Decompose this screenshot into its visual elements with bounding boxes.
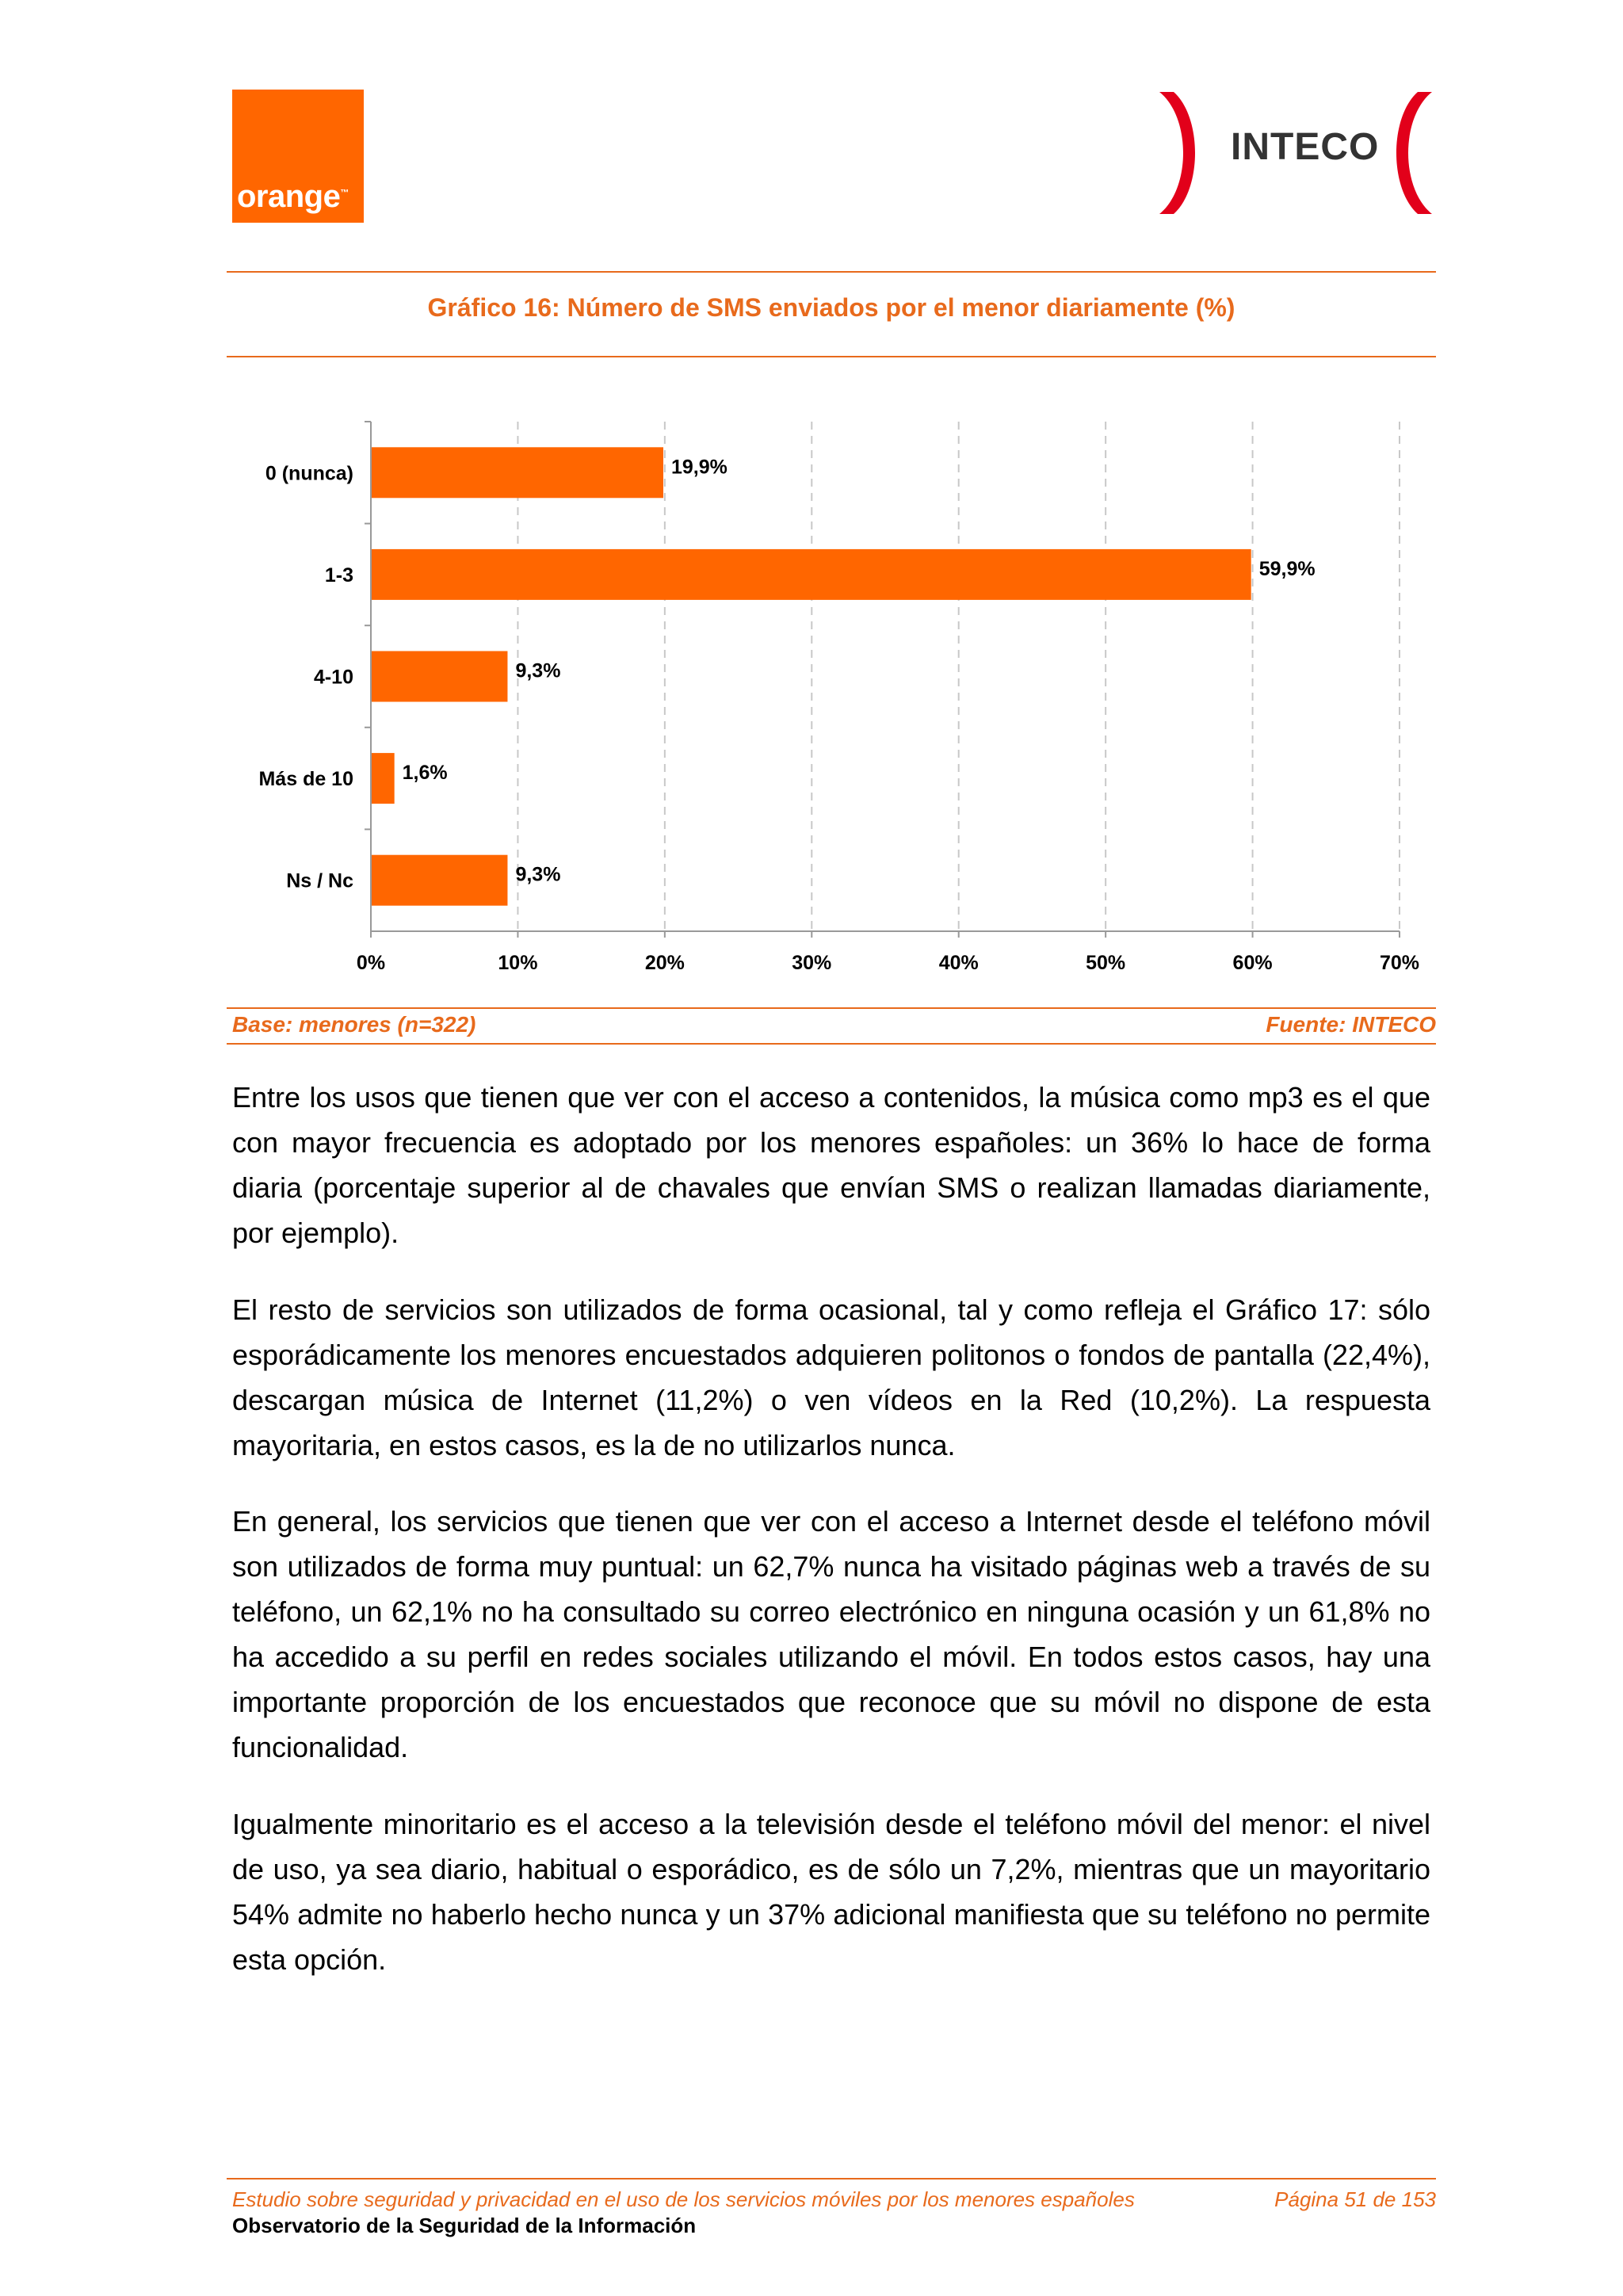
body-paragraph: El resto de servicios son utilizados de forma ocasional, tal y como refleja el Gráfico 17: sólo esporádicamente los menores encuestados adquieren politonos o fondos de pantalla (22,4%), descargan música de Internet (11,2%) o ven vídeos en la Red (10,2%). La respuesta mayoritaria, en estos casos, es la de no utilizarlos nunca. [232,1293,1430,1461]
x-tick-label: 60% [1232,952,1273,974]
bar [371,447,663,498]
source-note: Fuente: INTECO [1266,1012,1436,1037]
body-paragraph: En general, los servicios que tienen que ver con el acceso a Internet desde el teléfono móvil son utilizados de forma muy puntual: un 62,7% nunca ha visitado páginas web a través de su teléfono, un 62,1% no ha consultado su correo electrónico en ninguna ocasión y un 61,8% no ha accedido a su perfil en redes sociales utilizando el móvil. En todos estos casos, hay una importante proporción de los encuestados que reconoce que su móvil no dispone de esta funcionalidad. [232,1505,1430,1763]
title-top-rule [227,271,1436,273]
category-label: 0 (nunca) [265,462,353,485]
category-label: 1-3 [324,563,353,586]
value-label: 59,9% [1258,557,1316,580]
bar [371,855,507,906]
footer-rule [227,2178,1436,2179]
body-paragraph: Igualmente minoritario es el acceso a la televisión desde el teléfono móvil del menor: el nivel de uso, ya sea diario, habitual o esporádico, es de sólo un 7,2%, mientras que un mayoritario 54% admite no haberlo hecho nunca y un 37% adicional manifiesta que su teléfono no permite esta opción. [232,1808,1430,1976]
category-label: Más de 10 [258,768,353,791]
bar [371,753,395,804]
value-label: 9,3% [515,863,561,886]
footer-page-number: Página 51 de 153 [1274,2187,1436,2211]
value-label: 9,3% [515,659,561,682]
title-bottom-rule [227,356,1436,357]
notes-bottom-rule [227,1043,1436,1045]
notes-top-rule [227,1007,1436,1009]
x-tick-label: 70% [1379,952,1420,974]
inteco-logo [1153,86,1438,220]
value-label: 1,6% [402,762,448,785]
orange-logo-text: orange™ [237,179,349,214]
x-tick-label: 0% [356,952,386,974]
chart-title: Gráfico 16: Número de SMS enviados por el menor diariamente (%) [427,293,1235,322]
body-paragraph: Entre los usos que tienen que ver con el acceso a contenidos, la música como mp3 es el que con mayor frecuencia es adoptado por los menores españoles: un 36% lo hace de forma diaria (porcentaje superior al de chavales que envían SMS o realizan llamadas diariamente, por ejemplo). [232,1081,1430,1249]
footer-study-title: Estudio sobre seguridad y privacidad en el uso de los servicios móviles por los menores españoles [232,2187,1135,2211]
x-tick-label: 10% [498,952,538,974]
footer-organization: Observatorio de la Seguridad de la Información [232,2214,697,2237]
x-tick-label: 20% [644,952,685,974]
category-label: Ns / Nc [286,869,353,892]
base-note: Base: menores (n=322) [232,1012,476,1037]
orange-logo [232,90,364,223]
bar [371,549,1251,600]
x-tick-label: 40% [938,952,979,974]
x-tick-label: 30% [792,952,832,974]
x-tick-label: 50% [1086,952,1126,974]
chart-gridlines [517,422,1400,931]
category-label: 4-10 [313,666,353,689]
bar [371,651,507,702]
bar-chart [227,412,1436,983]
value-label: 19,9% [671,456,727,479]
inteco-logo-text: INTECO [1231,126,1380,168]
